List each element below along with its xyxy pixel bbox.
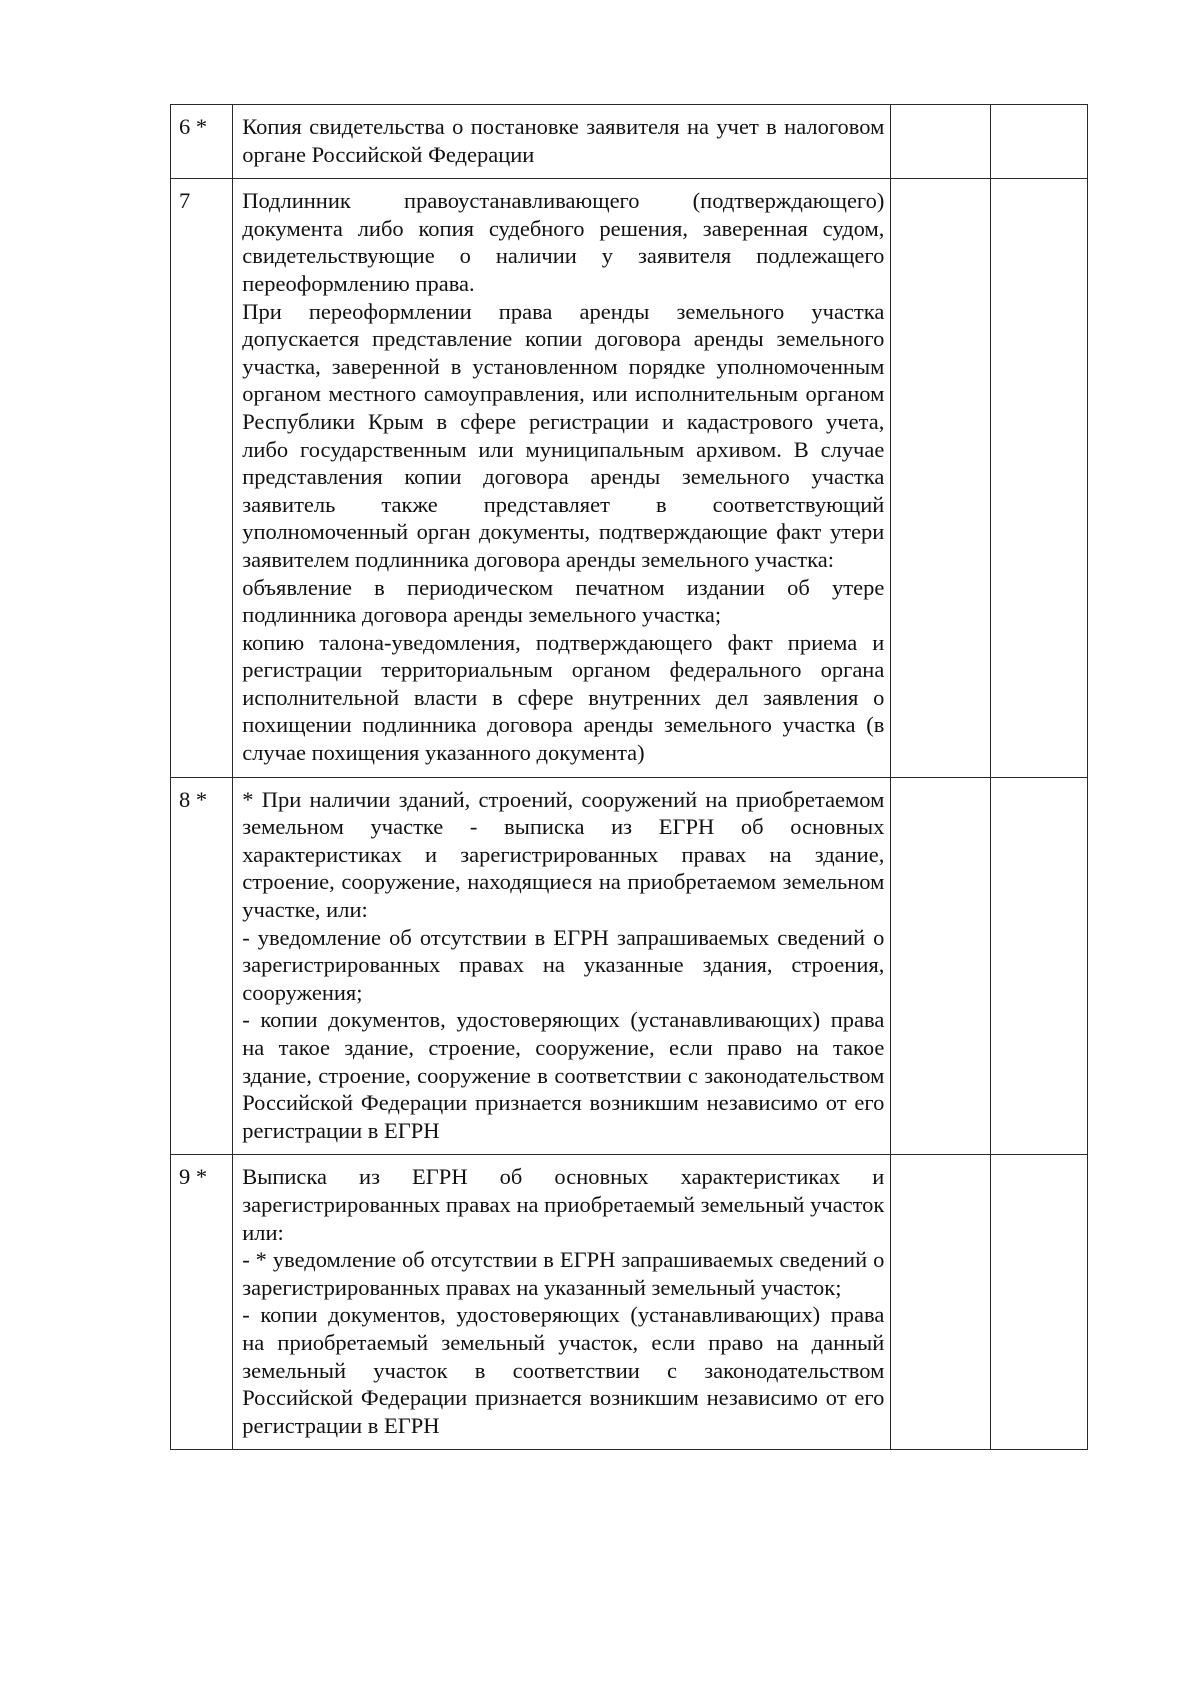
empty-cell [891, 179, 990, 777]
paragraph: - копии документов, удостоверяющих (устанавливающих) права на такое здание, строение, сооружение, если право на такое здание, строение, сооружение в соответствии с законодательством Российской Федерации признается возникшим независимо от его регистрации в ЕГРН [242, 1007, 885, 1143]
empty-cell [990, 105, 1087, 179]
row-text [233, 1155, 891, 1450]
documents-table [170, 104, 1088, 1450]
paragraph: - копии документов, удостоверяющих (устанавливающих) права на приобретаемый земельный участок, если право на данный земельный участок в соответствии с законодательством Российской Федерации признается возникшим независимо от его регистрации в ЕГРН [242, 1302, 885, 1438]
paragraph: При переоформлении права аренды земельного участка допускается представление копии договора аренды земельного участка, заверенной в установленном порядке уполномоченным органом местного самоуправления, или исполнительным органом Республики Крым в сфере регистрации и кадастрового учета, либо государственным или муниципальным архивом. В случае представления копии договора аренды земельного участка заявитель также представляет в соответствующий уполномоченный орган документы, подтверждающие факт утери заявителем подлинника договора аренды земельного участка: [242, 298, 885, 572]
paragraph: Подлинник правоустанавливающего (подтверждающего) документа либо копия судебного решения, заверенная судом, свидетельствующие о наличии у заявителя подлежащего переоформлению права. [242, 188, 885, 296]
table-row [171, 1155, 1088, 1450]
paragraph: Копия свидетельства о постановке заявителя на учет в налоговом органе Российской Федерации [242, 114, 885, 167]
row-text [233, 777, 891, 1155]
table-row [171, 179, 1088, 777]
paragraph: копию талона-уведомления, подтверждающего факт приема и регистрации территориальным органом федерального органа исполнительной власти в сфере внутренних дел заявления о похищении подлинника договора аренды земельного участка (в случае похищения указанного документа) [242, 629, 885, 766]
row-text [233, 105, 891, 179]
empty-cell [990, 777, 1087, 1155]
empty-cell [990, 1155, 1087, 1450]
row-number: 7 [171, 179, 233, 777]
empty-cell [990, 179, 1087, 777]
paragraph: Выписка из ЕГРН об основных характеристиках и зарегистрированных правах на приобретаемый земельный участок или: [242, 1164, 885, 1245]
row-number: 8 * [171, 777, 233, 1155]
paragraph: - уведомление об отсутствии в ЕГРН запрашиваемых сведений о зарегистрированных правах на указанные здания, строения, сооружения; [242, 924, 885, 1005]
table-row [171, 105, 1088, 179]
paragraph: * При наличии зданий, строений, сооружений на приобретаемом земельном участке - выписка из ЕГРН об основных характеристиках и зарегистрированных правах на здание, строение, сооружение, находящиеся на приобретаемом земельном участке, или: [242, 786, 885, 923]
paragraph: - * уведомление об отсутствии в ЕГРН запрашиваемых сведений о зарегистрированных правах на указанный земельный участок; [242, 1247, 885, 1300]
paragraph: объявление в периодическом печатном издании об утере подлинника договора аренды земельного участка; [242, 574, 885, 628]
table-row [171, 777, 1088, 1155]
row-number: 6 * [171, 105, 233, 179]
empty-cell [891, 777, 990, 1155]
empty-cell [891, 105, 990, 179]
row-text [233, 179, 891, 777]
row-number: 9 * [171, 1155, 233, 1450]
empty-cell [891, 1155, 990, 1450]
